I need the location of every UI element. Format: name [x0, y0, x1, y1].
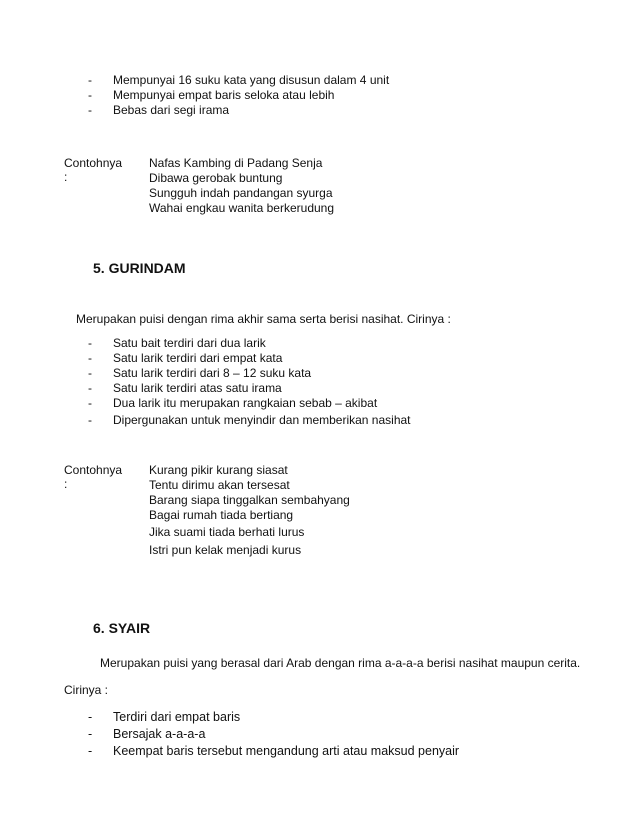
syair-heading: 6. SYAIR: [93, 620, 151, 636]
poem-line: Nafas Kambing di Padang Senja: [149, 156, 323, 170]
dash-marker: -: [88, 88, 92, 102]
poem-line: Bagai rumah tiada bertiang: [149, 508, 294, 522]
syair-characteristics-list: [88, 709, 459, 760]
list-item: [88, 351, 411, 366]
list-item: [88, 73, 389, 88]
list-item-text: Dipergunakan untuk menyindir dan memberikan nasihat: [113, 413, 411, 427]
list-item: [88, 366, 411, 381]
list-item-text: Bersajak a-a-a-a: [113, 727, 206, 741]
example-label: Contohnya :: [64, 156, 123, 184]
dash-marker: -: [88, 366, 92, 380]
dash-marker: -: [88, 336, 92, 350]
example-lines: [149, 156, 334, 216]
list-item: [88, 396, 411, 411]
gurindam-characteristics-list: [88, 336, 411, 429]
poem-line: Tentu dirimu akan tersesat: [149, 478, 290, 492]
example-label: Contohnya :: [64, 463, 123, 491]
poem-line: Wahai engkau wanita berkerudung: [149, 201, 335, 215]
poem-line: Sungguh indah pandangan syurga: [149, 186, 333, 200]
list-item-text: Terdiri dari empat baris: [113, 710, 241, 724]
syair-cirinya-label: Cirinya :: [64, 683, 109, 697]
poem-line: Barang siapa tinggalkan sembahyang: [149, 493, 350, 507]
list-item-text: Satu bait terdiri dari dua larik: [113, 336, 266, 350]
seloka-characteristics-list: [88, 73, 389, 118]
poem-line: Kurang pikir kurang siasat: [149, 463, 288, 477]
dash-marker: -: [88, 744, 93, 758]
list-item: [88, 336, 411, 351]
list-item-text: Keempat baris tersebut mengandung arti atau maksud penyair: [113, 744, 460, 758]
list-item: [88, 88, 389, 103]
poem-line: Dibawa gerobak buntung: [149, 171, 283, 185]
poem-line: Jika suami tiada berhati lurus: [149, 525, 305, 539]
list-item-text: Satu larik terdiri atas satu irama: [113, 381, 282, 395]
list-item-text: Satu larik terdiri dari empat kata: [113, 351, 283, 365]
dash-marker: -: [88, 710, 93, 724]
list-item: [88, 709, 459, 726]
poem-line: Istri pun kelak menjadi kurus: [149, 543, 302, 557]
dash-marker: -: [88, 73, 92, 87]
dash-marker: -: [88, 381, 92, 395]
dash-marker: -: [88, 413, 92, 427]
list-item: [88, 381, 411, 396]
list-item: [88, 743, 459, 760]
list-item-text: Mempunyai 16 suku kata yang disusun dalam 4 unit: [113, 73, 390, 87]
gurindam-heading: 5. GURINDAM: [93, 260, 186, 276]
dash-marker: -: [88, 396, 92, 410]
dash-marker: -: [88, 727, 93, 741]
list-item: [88, 411, 411, 429]
example-lines: [149, 463, 350, 559]
list-item-text: Dua larik itu merupakan rangkaian sebab – akibat: [113, 396, 378, 410]
syair-intro: Merupakan puisi yang berasal dari Arab dengan rima a-a-a-a berisi nasihat maupun cerita.: [100, 656, 581, 670]
list-item-text: Satu larik terdiri dari 8 – 12 suku kata: [113, 366, 312, 380]
list-item-text: Mempunyai empat baris seloka atau lebih: [113, 88, 335, 102]
dash-marker: -: [88, 103, 92, 117]
dash-marker: -: [88, 351, 92, 365]
list-item-text: Bebas dari segi irama: [113, 103, 230, 117]
list-item: [88, 103, 389, 118]
gurindam-intro: Merupakan puisi dengan rima akhir sama serta berisi nasihat. Cirinya :: [76, 312, 451, 326]
list-item: [88, 726, 459, 743]
